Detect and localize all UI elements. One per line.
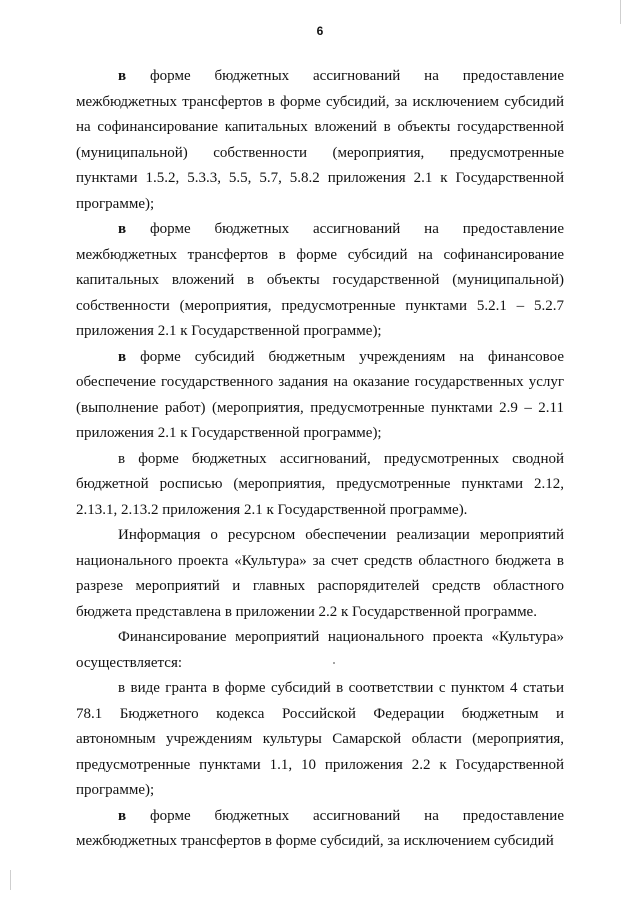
paragraph-text: Информация о ресурсном обеспечении реализации мероприятий национального проекта «Культура» за счет средств областного бюджета в разрезе мероприятий и главных распорядителей средств областного бюджета представлена в приложении 2.2 к Государственной программе.: [76, 527, 564, 620]
paragraph: [76, 804, 564, 855]
paragraph-text: Финансирование мероприятий национального проекта «Культура» осуществляется:: [76, 629, 564, 671]
paragraph-text: в форме бюджетных ассигнований, предусмотренных сводной бюджетной росписью (мероприятия, предусмотренные пунктами 2.12, 2.13.1, 2.13.2 приложения 2.1 к Государственной программе).: [76, 450, 564, 518]
paragraph-lead: в: [118, 221, 127, 237]
scan-edge-mark: [620, 0, 621, 24]
body-text: [76, 64, 564, 855]
paragraph: [76, 676, 564, 804]
paragraph-text: форме субсидий бюджетным учреждениям на финансовое обеспечение государственного задания на оказание государственных услуг (выполнение работ) (мероприятия, предусмотренные пунктами 2.9 – 2.11 приложения 2.1 к Государственной программе);: [76, 348, 564, 441]
paragraph: [76, 64, 564, 217]
scan-edge-mark: [10, 870, 11, 890]
paragraph: [76, 625, 564, 676]
paragraph: [76, 523, 564, 625]
paragraph-lead: в: [118, 68, 127, 84]
paragraph: [76, 345, 564, 447]
page-number: 6: [316, 24, 324, 38]
paragraph: [76, 447, 564, 524]
paragraph-text: форме бюджетных ассигнований на предоставление межбюджетных трансфертов в форме субсидий, за исключением субсидий на софинансирование капитальных вложений в объекты государственной (муниципальной) собственности (мероприятия, предусмотренные пунктами 1.5.2, 5.3.3, 5.5, 5.7, 5.8.2 приложения 2.1 к Государственной программе);: [76, 68, 564, 212]
paragraph-lead: в: [118, 348, 127, 365]
paragraph: [76, 217, 564, 345]
paragraph-text: в виде гранта в форме субсидий в соответствии с пунктом 4 статьи 78.1 Бюджетного кодекса Российской Федерации бюджетным и автономным учреждениям культуры Самарской области (мероприятия, предусмотренные пунктами 1.1, 10 приложения 2.2 к Государственной программе);: [76, 680, 564, 798]
paragraph-text: форме бюджетных ассигнований на предоставление межбюджетных трансфертов в форме субсидий, за исключением субсидий: [76, 807, 564, 849]
paragraph-text: форме бюджетных ассигнований на предоставление межбюджетных трансфертов в форме субсидий на софинансирование капитальных вложений в объекты государственной (муниципальной) собственности (мероприятия, предусмотренные пунктами 5.2.1 – 5.2.7 приложения 2.1 к Государственной программе);: [76, 221, 564, 339]
paragraph-lead: в: [118, 807, 127, 824]
